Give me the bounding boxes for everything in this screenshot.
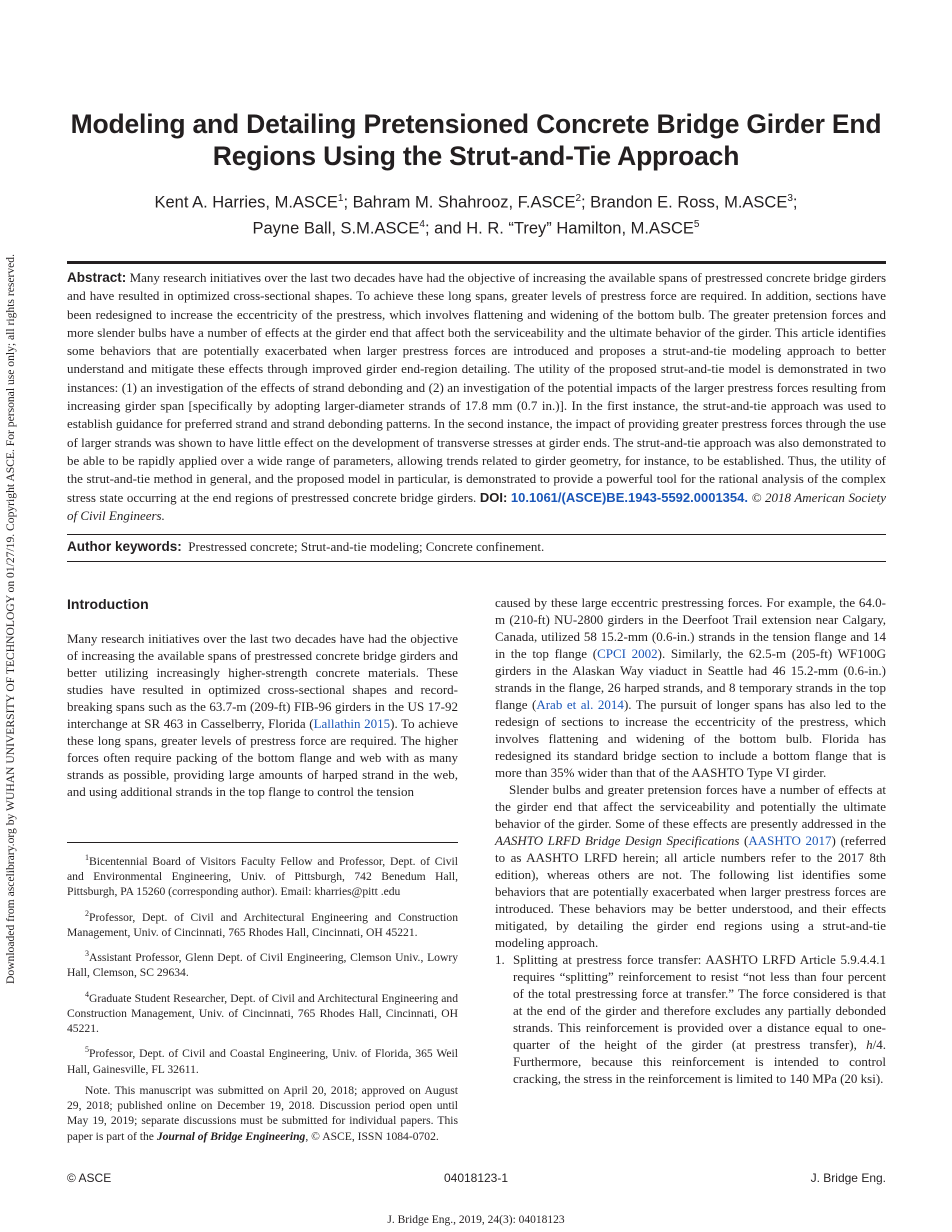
journal-name: Journal of Bridge Engineering [156, 1129, 306, 1143]
introduction-heading: Introduction [67, 596, 149, 612]
keywords-top-rule [67, 534, 886, 535]
author-2-sup: 2 [575, 193, 582, 204]
footnotes [67, 850, 458, 1144]
footer-right: J. Bridge Eng. [810, 1171, 886, 1185]
intro-p2c: ) (referred to as AASHTO LRFD herein; all article numbers refer to the 2017 8th edition), whereas others are not. The following list identifies some behaviors that are potentially exacerbated when larger prestress forces are introduced. These behaviors may be better understood, and their effects mitigated, by detailing the girder end regions using a strut-and-tie modeling approach. [495, 833, 886, 950]
list-item [495, 951, 886, 1087]
author-5: ; and H. R. “Trey” Hamilton, M.ASCE [424, 219, 694, 237]
footnote-1-sup: 1 [85, 853, 89, 862]
download-stamp: Downloaded from ascelibrary.org by WUHAN UNIVERSITY OF TECHNOLOGY on 01/27/19. Copyright ASCE. For personal use only; all rights reserved. [4, 254, 17, 984]
abstract-top-rule [67, 261, 886, 264]
footnote-5: Professor, Dept. of Civil and Coastal Engineering, Univ. of Florida, 365 Weil Hall, Gainesville, FL 32611. [67, 1047, 458, 1076]
author-4-sup: 4 [419, 218, 425, 230]
author-5-sup: 5 [693, 218, 700, 230]
right-column-body [495, 594, 886, 1087]
author-list [60, 188, 892, 239]
footnote-rule [67, 842, 458, 843]
abstract-label: Abstract: [67, 270, 127, 285]
author-3: ; Brandon E. Ross, M.ASCE [581, 193, 788, 212]
manuscript-note-b: , © ASCE, ISSN 1084-0702. [305, 1129, 439, 1143]
doi-label: DOI: [479, 489, 508, 505]
abstract-copyright: © 2018 American Society of Civil Engineers. [67, 489, 887, 523]
intro-p1b: ). To achieve these long spans, greater levels of prestress force are required. The higher forces often require packing of the bottom flange and web with as many strands as possible, providing large amounts of harped strand in the web, and using additional strands in the top flange to control the tension [67, 716, 458, 799]
footnote-2-sup: 2 [85, 908, 89, 918]
cite-cpci[interactable]: CPCI 2002 [597, 646, 658, 661]
author-2: ; Bahram M. Shahrooz, F.ASCE [343, 193, 576, 212]
intro-p2b: ( [739, 833, 749, 848]
footnote-5-sup: 5 [85, 1045, 89, 1055]
author-1: Kent A. Harries, M.ASCE [154, 193, 338, 212]
citation-footer: J. Bridge Eng., 2019, 24(3): 04018123 [387, 1214, 565, 1226]
manuscript-note-a: Note. This manuscript was submitted on April 20, 2018; approved on August 29, 2018; published online on December 19, 2018. Discussion period open until May 19, 2019; separate discussions must be submitted for individual papers. This paper is part of the [67, 1083, 458, 1143]
intro-p1d: ). Similarly, the 62.5-m (205-ft) WF100G girders in the Alaskan Way viaduct in Seattle had 46 15.2-mm (0.6-in.) strands in the flange, 26 harped strands, and 8 temporary strands in the top flange ( [495, 646, 887, 712]
list-item-number: 1. [495, 952, 505, 967]
footer-left: © ASCE [67, 1171, 112, 1185]
footnote-3-sup: 3 [85, 949, 89, 959]
footnote-4: Graduate Student Researcher, Dept. of Civil and Architectural Engineering and Construction Management, Univ. of Cincinnati, 765 Rhodes Hall, Cincinnati, OH 45221. [67, 991, 458, 1036]
list-item-h: h [866, 1037, 873, 1052]
intro-p2a: Slender bulbs and greater pretension forces have a number of effects at the girder end that affect the serviceability and potentially the ultimate behavior of the girder. Some of these effects are presently addressed in the [495, 782, 886, 831]
keywords-label: Author keywords: [67, 539, 182, 554]
cite-arab[interactable]: Arab et al. 2014 [536, 697, 624, 712]
author-3-end: ; [792, 193, 798, 212]
footnote-2: Professor, Dept. of Civil and Architectural Engineering and Construction Management, Univ. of Cincinnati, 765 Rhodes Hall, Cincinnati, OH 45221. [67, 910, 458, 939]
keywords-bottom-rule [67, 561, 886, 562]
intro-p1e: ). The pursuit of longer spans has also led to the redesign of sections to increase the eccentricity of the prestress, which involves flattening and widening of the bottom bulb. Florida has redesigned its standard bridge section to include a bottom flange that is more than 35% wider than that of the AASHTO Type VI girder. [495, 697, 886, 780]
abstract [67, 269, 886, 525]
doi-link[interactable]: 10.1061/(ASCE)BE.1943-5592.0001354. [510, 489, 748, 505]
author-4: Payne Ball, S.M.ASCE [252, 219, 420, 237]
footnote-1: Bicentennial Board of Visitors Faculty Fellow and Professor, Dept. of Civil and Environmental Engineering, Univ. of Pittsburgh, 742 Benedum Hall, Pittsburgh, PA 15260 (corresponding author). Email: kharries@pitt .edu [67, 854, 458, 899]
intro-p1a: Many research initiatives over the last two decades have had the objective of increasing the available spans of prestressed concrete bridge girders and better utilizing increasingly higher-strength concrete materials. These studies have resulted in optimized cross-sectional shapes and record-breaking spans such as the 63.7-m (209-ft) FIB-96 girders in the US 17-92 interchange at SR 463 in Casselberry, Florida ( [67, 631, 458, 731]
author-1-sup: 1 [337, 193, 344, 204]
cite-aashto[interactable]: AASHTO 2017 [748, 833, 832, 848]
footnote-3: Assistant Professor, Glenn Dept. of Civil Engineering, Clemson Univ., Lowry Hall, Clemson, SC 29634. [67, 951, 458, 980]
author-3-sup: 3 [787, 193, 793, 204]
aashto-spec-title: AASHTO LRFD Bridge Design Specifications [495, 833, 740, 848]
left-column-body [67, 630, 458, 800]
paper-title: Modeling and Detailing Pretensioned Concrete Bridge Girder End Regions Using the Strut-and-Tie Approach [70, 109, 882, 171]
cite-lallathin[interactable]: Lallathin 2015 [313, 716, 391, 731]
list-item-text-a: Splitting at prestress force transfer: AASHTO LRFD Article 5.9.4.4.1 requires “splitting” reinforcement to resist “not less than four percent of the total prestressing force at transfer.” The force considered is that at the end of the girder and therefore excludes any partially debonded strands. This reinforcement is provided over a distance equal to one-quarter of the height of the girder (at prestress transfer), [513, 952, 886, 1052]
footer-center: 04018123-1 [443, 1171, 509, 1185]
keywords [67, 539, 886, 555]
intro-p1c: caused by these large eccentric prestressing forces. For example, the 64.0-m (210-ft) NU-2800 girders in the Deerfoot Trail extension near Calgary, Canada, utilized 58 15.2-mm (0.6-in.) strands in the tension flange and 14 in the top flange ( [495, 595, 886, 661]
footnote-4-sup: 4 [85, 989, 89, 999]
list-item-text-b: /4. Furthermore, because this reinforcement is intended to control cracking, the stress in the reinforcement is limited to 140 MPa (20 ksi). [513, 1037, 886, 1086]
keywords-text: Prestressed concrete; Strut-and-tie modeling; Concrete confinement. [188, 539, 545, 554]
abstract-text: Many research initiatives over the last two decades have had the objective of increasing the available spans of prestressed concrete bridge girders and have resulted in optimized cross-sectional shapes. To achieve these long spans, greater levels of prestress force are required. In addition, sections have been redesigned to increase the eccentricity of the prestress, which involves flattening and widening of the bottom bulb. The greater pretension forces and more slender bulbs have a number of effects at the girder end that affect both the serviceability and the ultimate behavior of the girder. This article identifies some behaviors that are potentially exacerbated when larger prestress forces are introduced and proposes a strut-and-tie modeling approach to better understand and mitigate these effects through improved girder end-region detailing. The utility of the proposed strut-and-tie model is demonstrated in two instances: (1) an investigation of the effects of strand debonding and (2) an investigation of the potential impacts of the larger prestress forces resulting from increasing girder span [specifically by adopting larger-diameter strands of 17.8 mm (0.7 in.)]. In the first instance, the strut-and-tie approach was used to establish guidance for preferred strand and strand debonding patterns. In the second instance, the impact of providing greater prestress forces through the use of larger strands was shown to have little effect on the development of transverse stresses at girder ends. The strut-and-tie approach was also demonstrated to be able to be rapidly applied over a wide range of parameters, allowing trends related to girder geometry, for instance, to be established. Thus, the utility of the strut-and-tie method in general, and the proposed model in particular, is demonstrated to provide a powerful tool for the rational analysis of the complex stress state occurring at the end regions of prestressed concrete bridge girders. [67, 270, 886, 505]
